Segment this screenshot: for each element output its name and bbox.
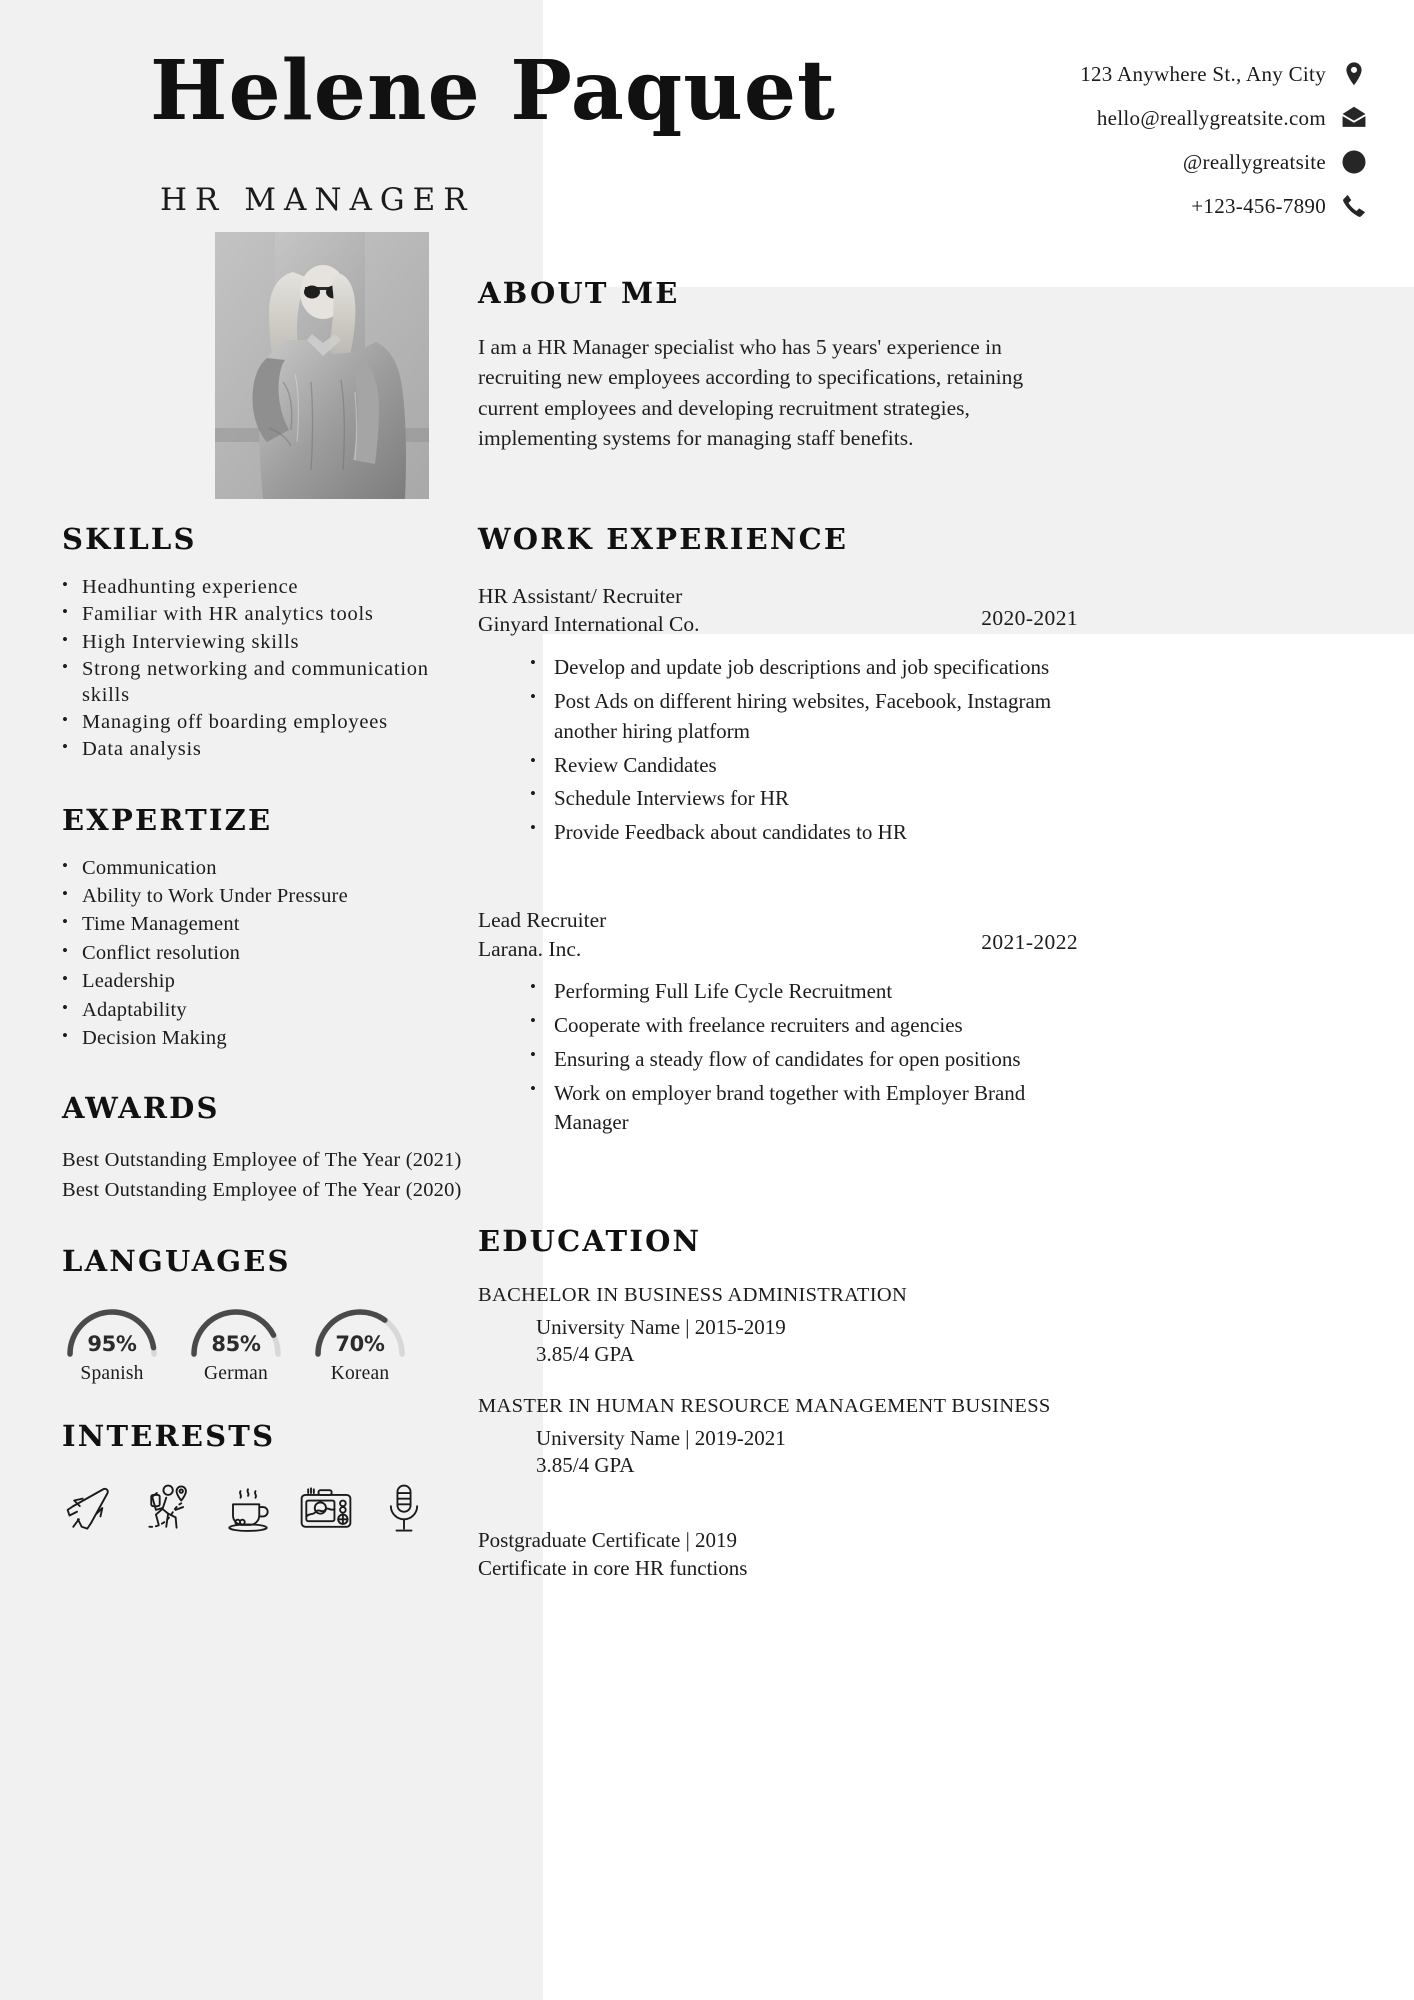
contact-item-email[interactable] bbox=[1080, 96, 1368, 140]
expertize-list bbox=[62, 856, 462, 1052]
candidate-role: HR MANAGER bbox=[160, 182, 475, 218]
about-section bbox=[478, 278, 1038, 454]
candidate-name: Helene Paquet bbox=[150, 43, 836, 139]
gauge-label: German bbox=[203, 1362, 268, 1384]
left-column bbox=[62, 524, 462, 1538]
job-title: Lead Recruiter bbox=[478, 907, 607, 932]
postgraduate-line-1: Postgraduate Certificate | 2019 bbox=[478, 1528, 738, 1553]
job-title: HR Assistant/ Recruiter bbox=[478, 583, 683, 608]
about-text: I am a HR Manager specialist who has 5 years' experience in recruiting new employees according to specifications, retaining current employees and developing recruitment strategies, implementing systems for managing staff benefits. bbox=[478, 334, 1024, 451]
work-item-header bbox=[478, 906, 1078, 963]
list-item: • High Interviewing skills bbox=[62, 630, 462, 655]
list-item: • Develop and update job descriptions and job specifications bbox=[530, 653, 1078, 683]
profile-photo bbox=[215, 232, 429, 499]
list-item: • Familiar with HR analytics tools bbox=[62, 602, 462, 627]
location-pin-icon bbox=[1340, 60, 1368, 88]
postgraduate-line-2: Certificate in core HR functions bbox=[478, 1556, 748, 1580]
awards-section bbox=[62, 1093, 462, 1205]
awards-heading: AWARDS bbox=[62, 1091, 220, 1126]
interests-icon-row bbox=[62, 1478, 462, 1538]
list-item: • Ability to Work Under Pressure bbox=[62, 884, 462, 909]
microphone-icon bbox=[374, 1478, 434, 1538]
list-item: • Leadership bbox=[62, 969, 462, 994]
contact-list bbox=[1080, 52, 1368, 228]
job-organization: Larana. Inc. bbox=[478, 936, 582, 961]
work-item-header bbox=[478, 582, 1078, 639]
about-heading: ABOUT ME bbox=[478, 276, 680, 310]
list-item: • Cooperate with freelance recruiters and agencies bbox=[530, 1011, 1078, 1041]
list-item: • Communication bbox=[62, 856, 462, 881]
language-gauge-spanish bbox=[62, 1302, 162, 1385]
envelope-icon bbox=[1340, 104, 1368, 132]
education-degree: BACHELOR IN BUSINESS ADMINISTRATION bbox=[478, 1284, 908, 1307]
languages-section bbox=[62, 1243, 462, 1385]
contact-website-text: @reallygreatsite bbox=[1182, 149, 1326, 174]
contact-item-website[interactable] bbox=[1080, 140, 1368, 184]
award-item: Best Outstanding Employee of The Year (2020) bbox=[62, 1179, 462, 1202]
list-item: • Headhunting experience bbox=[62, 575, 462, 600]
job-bullet-list bbox=[478, 653, 1078, 848]
right-column bbox=[478, 524, 1078, 1583]
gauge-percent: 85% bbox=[211, 1331, 261, 1356]
list-item: • Ensuring a steady flow of candidates for open positions bbox=[530, 1045, 1078, 1075]
job-organization: Ginyard International Co. bbox=[478, 612, 700, 637]
contact-phone-text: +123-456-7890 bbox=[1191, 193, 1326, 218]
contact-email-text: hello@reallygreatsite.com bbox=[1096, 105, 1326, 130]
gauge-arc bbox=[310, 1302, 410, 1358]
contact-address-text: 123 Anywhere St., Any City bbox=[1080, 61, 1326, 86]
contact-item-phone[interactable] bbox=[1080, 184, 1368, 228]
gauge-percent: 95% bbox=[87, 1331, 137, 1356]
list-item: • Strong networking and communication skills bbox=[62, 657, 462, 708]
gauge-label: Korean bbox=[330, 1362, 390, 1384]
education-item-2 bbox=[478, 1395, 1078, 1480]
education-school: University Name | 2019-2021 bbox=[536, 1425, 786, 1450]
job-date: 2020-2021 bbox=[981, 605, 1078, 630]
list-item: • Work on employer brand together with Employer Brand Manager bbox=[530, 1079, 1078, 1139]
education-item-1 bbox=[478, 1284, 1078, 1369]
education-school: University Name | 2015-2019 bbox=[536, 1315, 786, 1340]
list-item: • Managing off boarding employees bbox=[62, 710, 462, 735]
award-item: Best Outstanding Employee of The Year (2021) bbox=[62, 1149, 462, 1172]
list-item: • Data analysis bbox=[62, 737, 462, 762]
globe-icon bbox=[1340, 148, 1368, 176]
hiking-icon bbox=[140, 1478, 200, 1538]
list-item: • Conflict resolution bbox=[62, 941, 462, 966]
job-bullet-list bbox=[478, 977, 1078, 1138]
gauge-percent: 70% bbox=[335, 1331, 385, 1356]
work-item-1 bbox=[478, 582, 1078, 848]
work-heading: WORK EXPERIENCE bbox=[478, 522, 849, 556]
coffee-cup-icon bbox=[218, 1478, 278, 1538]
gauge-arc bbox=[62, 1302, 162, 1358]
education-degree: MASTER IN HUMAN RESOURCE MANAGEMENT BUSINESS bbox=[478, 1394, 1051, 1417]
list-item: • Review Candidates bbox=[530, 751, 1078, 781]
education-heading: EDUCATION bbox=[478, 1224, 702, 1259]
interests-section bbox=[62, 1418, 462, 1539]
postgraduate-block bbox=[478, 1527, 1078, 1582]
list-item: • Schedule Interviews for HR bbox=[530, 784, 1078, 814]
job-date: 2021-2022 bbox=[981, 929, 1078, 954]
list-item: • Post Ads on different hiring websites, Facebook, Instagram another hiring platform bbox=[530, 687, 1078, 747]
list-item: • Time Management bbox=[62, 912, 462, 937]
education-gpa: 3.85/4 GPA bbox=[536, 1452, 635, 1477]
languages-heading: LANGUAGES bbox=[62, 1243, 291, 1278]
airplane-icon bbox=[62, 1478, 122, 1538]
education-section bbox=[478, 1226, 1078, 1583]
list-item: • Performing Full Life Cycle Recruitment bbox=[530, 977, 1078, 1007]
list-item: • Adaptability bbox=[62, 998, 462, 1023]
expertize-section bbox=[62, 802, 462, 1052]
gauge-label: Spanish bbox=[80, 1362, 144, 1384]
education-gpa: 3.85/4 GPA bbox=[536, 1342, 635, 1367]
language-gauges bbox=[62, 1302, 462, 1385]
skills-list bbox=[62, 575, 462, 763]
gauge-arc bbox=[186, 1302, 286, 1358]
expertize-heading: EXPERTIZE bbox=[62, 802, 273, 837]
work-item-2 bbox=[478, 906, 1078, 1138]
camera-icon bbox=[296, 1478, 356, 1538]
list-item: • Provide Feedback about candidates to HR bbox=[530, 818, 1078, 848]
skills-heading: SKILLS bbox=[62, 522, 197, 556]
skills-section bbox=[62, 524, 462, 763]
list-item: • Decision Making bbox=[62, 1026, 462, 1051]
interests-heading: INTERESTS bbox=[62, 1418, 276, 1453]
contact-item-address[interactable] bbox=[1080, 52, 1368, 96]
language-gauge-german bbox=[186, 1302, 286, 1385]
language-gauge-korean bbox=[310, 1302, 410, 1385]
phone-icon bbox=[1340, 192, 1368, 220]
